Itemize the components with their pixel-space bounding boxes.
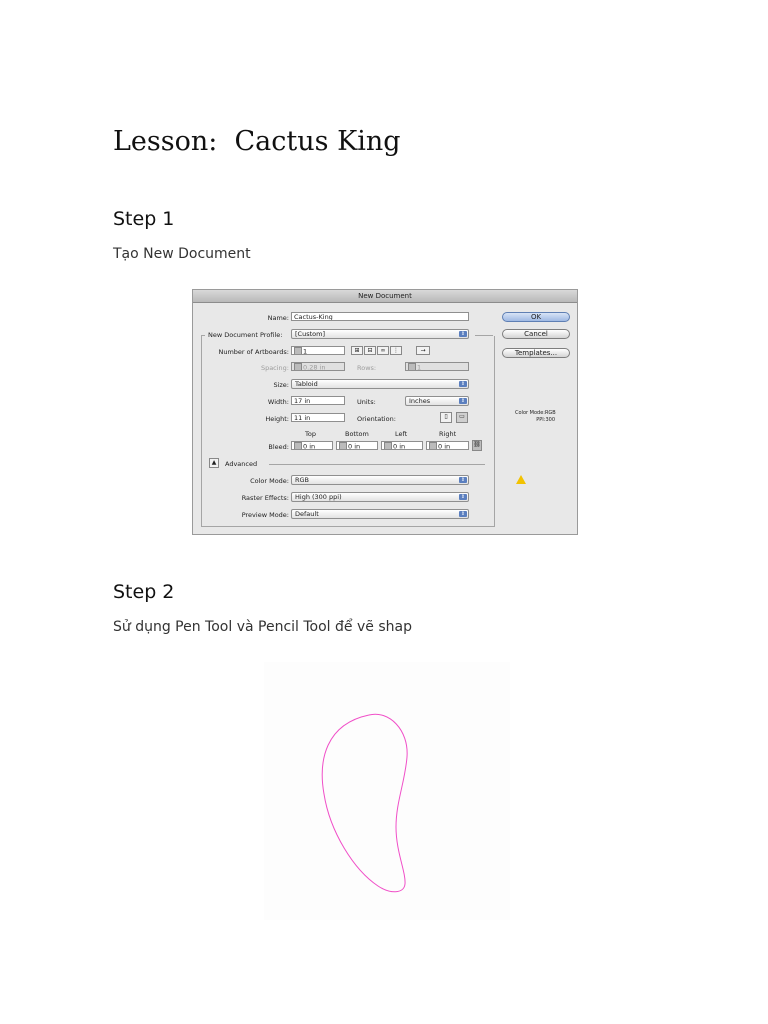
height-input[interactable]: 11 in [291,413,345,422]
link-bleed-icon[interactable]: ⛓ [472,440,482,451]
bleed-right-value: 0 in [438,442,451,450]
raster-effects-select[interactable] [291,492,469,502]
artboards-input[interactable] [291,346,345,355]
info-color-mode: Color Mode:RGB [515,410,556,416]
layout-direction-icon[interactable]: → [416,346,430,355]
bleed-header-left: Left [395,430,408,438]
bleed-header-bottom: Bottom [345,430,369,438]
select-arrows-icon: ⇕ [460,494,466,500]
templates-button[interactable]: Templates... [502,348,570,358]
units-select[interactable] [405,396,469,406]
artboards-label: Number of Artboards: [218,348,289,356]
width-input[interactable]: 17 in [291,396,345,405]
shape-drawing-area [264,662,510,920]
grid-by-row-icon[interactable]: ⊞ [351,346,363,355]
bleed-top-value: 0 in [303,442,316,450]
group-top-left-line [201,335,205,336]
arrange-by-column-icon[interactable]: ⋮ [390,346,402,355]
preview-mode-select[interactable] [291,509,469,519]
info-ppi: PPI:300 [536,417,555,423]
advanced-label: Advanced [225,460,258,468]
select-arrows-icon: ⇕ [460,477,466,483]
stepper-icon[interactable] [384,442,392,450]
select-arrows-icon: ⇕ [460,331,466,337]
name-label: Name: [267,314,289,322]
bleed-bottom-value: 0 in [348,442,361,450]
profile-label: New Document Profile: [208,331,283,339]
color-mode-select-value: RGB [295,476,310,484]
select-arrows-icon: ⇕ [460,398,466,404]
stepper-icon[interactable] [294,442,302,450]
rows-label: Rows: [357,364,377,372]
name-input[interactable]: Cactus-King [291,312,469,321]
stepper-icon[interactable] [429,442,437,450]
select-arrows-icon: ⇕ [460,511,466,517]
units-select-value: Inches [409,397,431,405]
bleed-header-top: Top [305,430,316,438]
size-select-value: Tabloid [295,380,318,388]
profile-select-value: [Custom] [295,330,325,338]
bleed-header-right: Right [439,430,457,438]
arrange-by-row-icon[interactable]: ∞ [377,346,389,355]
new-document-dialog [192,289,578,535]
bleed-left-value: 0 in [393,442,406,450]
preview-mode-label: Preview Mode: [241,511,289,519]
rows-value: 1 [417,363,422,371]
raster-effects-label: Raster Effects: [241,494,289,502]
preview-mode-select-value: Default [295,510,319,518]
stepper-icon[interactable] [339,442,347,450]
ok-button[interactable]: OK [502,312,570,322]
stepper-icon [408,363,416,371]
bleed-right-input[interactable] [426,441,469,450]
profile-select[interactable] [291,329,469,339]
cactus-shape-outline [264,662,510,920]
step-2-text: Sử dụng Pen Tool và Pencil Tool để vẽ shap [113,619,412,635]
stepper-icon [294,363,302,371]
advanced-toggle-icon[interactable]: ▲ [209,458,219,468]
spacing-input[interactable] [291,362,345,371]
landscape-orientation-icon[interactable]: ▭ [456,412,468,423]
advanced-divider [269,464,485,465]
bleed-bottom-input[interactable] [336,441,378,450]
group-top-right-line [475,335,493,336]
artboards-value: 1 [303,347,308,355]
bleed-label: Bleed: [268,443,289,451]
lesson-title: Lesson: Cactus King [113,126,401,157]
stepper-icon[interactable] [294,347,302,355]
size-select[interactable] [291,379,469,389]
bleed-left-input[interactable] [381,441,423,450]
size-label: Size: [273,381,289,389]
bleed-top-input[interactable] [291,441,333,450]
spacing-value: 0.28 in [303,363,326,371]
cancel-button[interactable]: Cancel [502,329,570,339]
height-label: Height: [265,415,289,423]
select-arrows-icon: ⇕ [460,381,466,387]
dialog-title-bar: New Document [193,290,577,303]
orientation-label: Orientation: [357,415,396,423]
width-label: Width: [267,398,289,406]
spacing-label: Spacing: [260,364,289,372]
raster-effects-select-value: High (300 ppi) [295,493,342,501]
step-2-heading: Step 2 [113,581,175,603]
grid-by-column-icon[interactable]: ⊟ [364,346,376,355]
step-1-text: Tạo New Document [113,246,251,262]
portrait-orientation-icon[interactable]: ▯ [440,412,452,423]
warning-triangle-icon [516,475,526,484]
units-label: Units: [357,398,376,406]
color-mode-label: Color Mode: [250,477,289,485]
rows-input[interactable] [405,362,469,371]
step-1-heading: Step 1 [113,208,175,230]
color-mode-select[interactable] [291,475,469,485]
